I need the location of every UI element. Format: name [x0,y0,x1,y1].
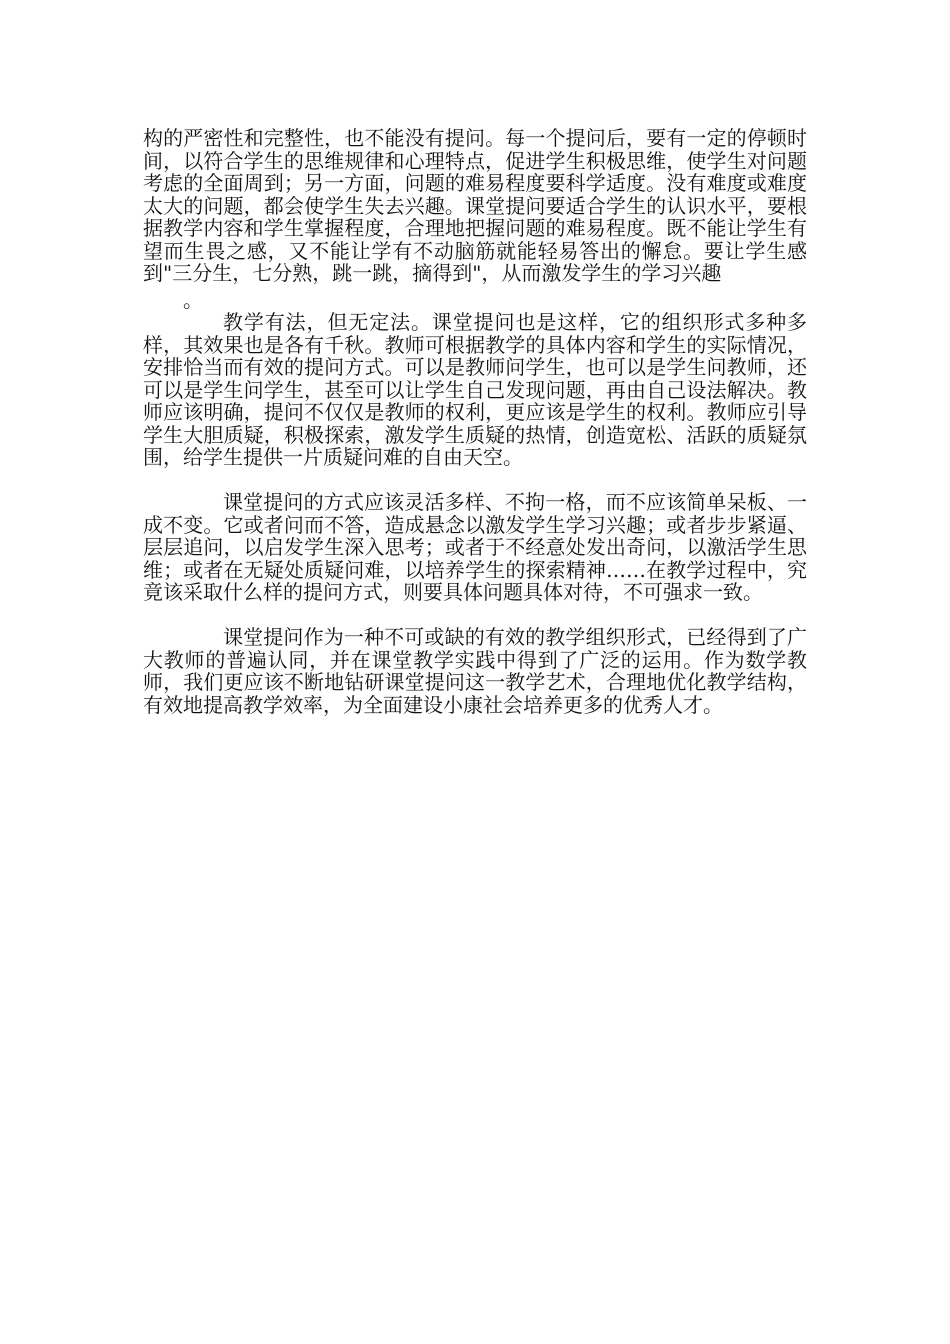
paragraph-questioning-styles: 课堂提问的方式应该灵活多样、不拘一格，而不应该简单呆板、一成不变。它或者问而不答，造成悬念以激发学生学习兴趣；或者步步紧逼、层层追问，以启发学生深入思考；或者于不经意处发出奇问，以激活学生思维；或者在无疑处质疑问难，以培养学生的探索精神……在教学过程中，究竟该采取什么样的提问方式，则要具体问题具体对待，不可强求一致。 [143,490,807,604]
paragraph-continuation: 构的严密性和完整性，也不能没有提问。每一个提问后，要有一定的停顿时间，以符合学生的思维规律和心理特点，促进学生积极思维，使学生对问题考虑的全面周到；另一方面，问题的难易程度要科学适度。没有难度或难度太大的问题，都会使学生失去兴趣。课堂提问要适合学生的认识水平，要根据教学内容和学生掌握程度，合理地把握问题的难易程度。既不能让学生有望而生畏之感，又不能让学有不动脑筋就能轻易答出的懈怠。要让学生感到"三分生，七分熟，跳一跳，摘得到"，从而激发学生的学习兴趣 [143,126,807,285]
paragraph-spacer [143,469,807,492]
paragraph-spacer [143,604,807,627]
stray-period: 。 [183,287,203,312]
paragraph-conclusion: 课堂提问作为一种不可或缺的有效的教学组织形式，已经得到了广大教师的普遍认同，并在课堂教学实践中得到了广泛的运用。作为数学教师，我们更应该不断地钻研课堂提问这一教学艺术，合理地优化教学结构，有效地提高教学效率，为全面建设小康社会培养更多的优秀人才。 [143,625,807,717]
paragraph-teaching-methods: 教学有法，但无定法。课堂提问也是这样，它的组织形式多种多样，其效果也是各有千秋。教师可根据教学的具体内容和学生的实际情况，安排恰当而有效的提问方式。可以是教师问学生，也可以是学生问教师，还可以是学生问学生，甚至可以让学生自己发现问题，再由自己设法解决。教师应该明确，提问不仅仅是教师的权利，更应该是学生的权利。教师应引导学生大胆质疑，积极探索，激发学生质疑的热情，创造宽松、活跃的质疑氛围，给学生提供一片质疑问难的自由天空。 [143,310,807,469]
document-body [143,127,807,716]
